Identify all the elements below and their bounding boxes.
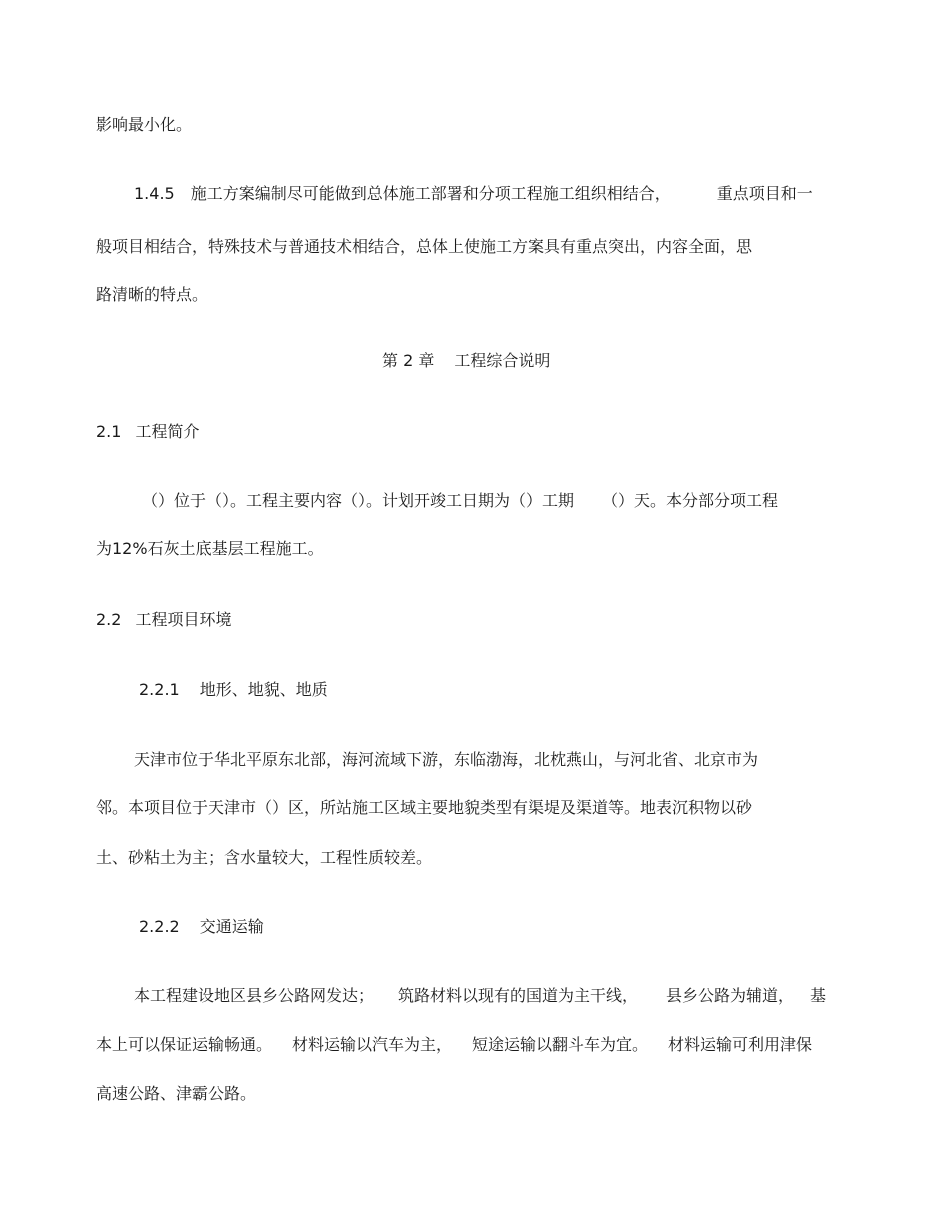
paragraph-text: 材料运输以汽车为主， (292, 1035, 453, 1054)
paragraph-line: 邻。本项目位于天津市（）区，所站施工区域主要地貌类型有渠堤及渠道等。地表沉积物以砂 (96, 798, 753, 817)
paragraph-text: 基 (810, 986, 827, 1005)
paragraph-line: 为12%石灰土底基层工程施工。 (96, 539, 324, 558)
section-number: 2.1 (96, 422, 122, 441)
paragraph-text: （）位于（）。工程主要内容（）。计划开竣工日期为（）工期 (142, 491, 575, 510)
paragraph-line: 般项目相结合，特殊技术与普通技术相结合，总体上使施工方案具有重点突出，内容全面，思 (96, 237, 753, 256)
chapter-title: 工程综合说明 (454, 351, 551, 370)
paragraph-line (96, 1035, 812, 1055)
section-title: 工程简介 (135, 422, 200, 441)
paragraph-line: 影响最小化。 (96, 115, 193, 134)
paragraph-text: （）天。本分部分项工程 (602, 491, 779, 510)
chapter-number: 第 2 章 (382, 351, 435, 370)
subsection-number: 2.2.1 (139, 680, 180, 699)
chapter-heading (382, 351, 550, 371)
paragraph-text: 本上可以保证运输畅通。 (96, 1035, 273, 1054)
paragraph-line (142, 491, 778, 511)
section-number: 2.2 (96, 610, 122, 629)
paragraph-line (134, 986, 826, 1006)
section-heading (96, 610, 231, 630)
paragraph-line: 路清晰的特点。 (96, 285, 209, 304)
paragraph-text: 重点项目和一 (716, 184, 813, 203)
paragraph-text: 县乡公路为辅道， (666, 986, 795, 1005)
paragraph-line: 天津市位于华北平原东北部，海河流域下游，东临渤海，北枕燕山，与河北省、北京市为 (134, 750, 759, 769)
paragraph-line (134, 184, 813, 204)
section-title: 工程项目环境 (135, 610, 232, 629)
paragraph-text: 短途运输以翻斗车为宜。 (472, 1035, 649, 1054)
paragraph-text: 材料运输可利用津保 (668, 1035, 813, 1054)
paragraph-text: 筑路材料以现有的国道为主干线， (398, 986, 639, 1005)
paragraph-text: 施工方案编制尽可能做到总体施工部署和分项工程施工组织相结合， (190, 184, 671, 203)
paragraph-text: 本工程建设地区县乡公路网发达； (134, 986, 375, 1005)
subsection-title: 交通运输 (199, 917, 264, 936)
paragraph-line: 高速公路、津霸公路。 (96, 1084, 257, 1103)
subsection-number: 2.2.2 (139, 917, 180, 936)
subsection-heading (139, 680, 328, 700)
subsection-title: 地形、地貌、地质 (199, 680, 328, 699)
section-heading (96, 422, 199, 442)
subsection-heading (139, 917, 264, 937)
clause-number: 1.4.5 (134, 184, 175, 203)
paragraph-line: 土、砂粘土为主；含水量较大，工程性质较差。 (96, 848, 433, 867)
